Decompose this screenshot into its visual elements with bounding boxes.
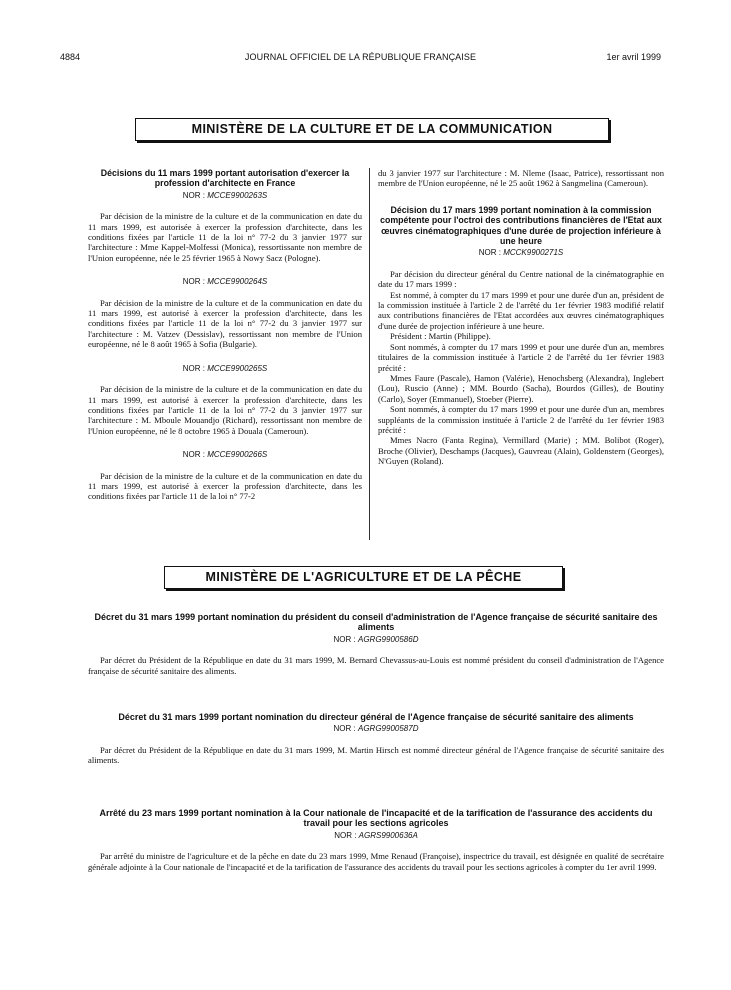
right-column (378, 168, 664, 467)
continuation-paragraph: du 3 janvier 1977 sur l'architecture : M. Nleme (Isaac, Patrice), ressortissant non membre de l'Union européenne, né le 25 août 1962 à Sangmelina (Cameroun). (378, 168, 664, 189)
decree-item (88, 612, 664, 676)
members-list: Mmes Faure (Pascale), Hamon (Valérie), Henochsberg (Alexandra), Inglebert (Lou), Ruscio (Anne) ; MM. Bourdo (Sacha), Bourdos (Gilles), de Boutiny (Carlo), Soyer (Emmanuel), Stoeber (Pierre). (378, 372, 664, 404)
nor-reference: NOR : MCCE9900264S (182, 277, 268, 287)
nor-reference: NOR : AGRG9900586D (333, 634, 419, 644)
nor-reference: NOR : MCCE9900265S (182, 363, 268, 373)
decree-paragraph: Par décret du Président de la République en date du 31 mars 1999, M. Bernard Chevassus-au-Louis est nommé président du conseil d'administration de l'Agence française de sécurité sanitaire des aliments. (88, 655, 664, 676)
section-title-agriculture: MINISTÈRE DE L'AGRICULTURE ET DE LA PÊCHE (164, 566, 563, 589)
nor-reference: NOR : AGRS9900636A (334, 830, 418, 840)
decision-paragraph: Par décision de la ministre de la culture et de la communication en date du 11 mars 1999, est autorisé à exercer la profession d'architecte, dans les conditions fixées par l'article 11 de la loi n° 77-2 (88, 470, 362, 502)
decree-heading: Décret du 31 mars 1999 portant nomination du directeur général de l'Agence française de sécurité sanitaire des aliments (118, 712, 634, 722)
decree-heading: Arrêté du 23 mars 1999 portant nomination à la Cour nationale de l'incapacité et de la tarification de l'assurance des accidents du travail pour les sections agricoles (99, 808, 653, 829)
issue-date: 1er avril 1999 (606, 52, 661, 62)
members-list: Mmes Nacro (Fanta Regina), Vermillard (Marie) ; MM. Bolibot (Roger), Broche (Olivier), Deschamps (Jacques), Gauvreau (Alain), Goldenstern (Georges), N'Guyen (Roland). (378, 435, 664, 467)
decree-paragraph: Par arrêté du ministre de l'agriculture et de la pêche en date du 23 mars 1999, Mme Renaud (Françoise), inspectrice du travail, est désignée en qualité de secrétaire générale adjointe à la Cour nationale de l'incapacité et de la tarification de l'assurance des accidents du travail pour les sections agricoles à compter du 1er avril 1999. (88, 851, 664, 872)
decision-paragraph: Par décision de la ministre de la culture et de la communication en date du 11 mars 1999, est autorisé à exercer la profession d'architecte, dans les conditions fixées par l'article 11 de la loi n° 77-2 du 3 janvier 1977 sur l'architecture : M. Vatzev (Dessislav), ressortissant non membre de l'Union européenne, né le 8 août 1965 à Sofia (Bulgarie). (88, 297, 362, 350)
column-divider (369, 168, 370, 540)
decision-paragraph: Sont nommés, à compter du 17 mars 1999 et pour une durée d'un an, membres suppléants de la commission instituée à l'article 2 de l'arrêté du 1er février 1983 précité : (378, 404, 664, 435)
decision-paragraph: Sont nommés, à compter du 17 mars 1999 et pour une durée d'un an, membres titulaires de la commission instituée à l'article 2 de l'arrêté du 1er février 1983 précité : (378, 341, 664, 373)
nor-reference: NOR : MCCK9900271S (478, 248, 564, 258)
decision-paragraph: Par décision de la ministre de la culture et de la communication en date du 11 mars 1999, est autorisé à exercer la profession d'architecte, dans les conditions fixées par l'article 11 de la loi n° 77-2 du 3 janvier 1977 sur l'architecture : M. Mboule Mouandjo (Richard), ressortissant non membre de l'Union européenne, né le 8 octobre 1965 à Douala (Cameroun). (88, 384, 362, 436)
decree-paragraph: Par décret du Président de la République en date du 31 mars 1999, M. Martin Hirsch est nommé directeur général de l'Agence française de sécurité sanitaire des aliments. (88, 744, 664, 766)
nor-reference: NOR : MCCE9900266S (182, 450, 268, 460)
decree-item (88, 712, 664, 766)
president-line: Président : Martin (Philippe). (390, 331, 491, 342)
nor-reference: NOR : AGRG9900587D (333, 724, 419, 734)
decision-heading-commission: Décision du 17 mars 1999 portant nomination à la commission compétente pour l'octroi des contributions financières de l'Etat aux œuvres cinématographiques d'une durée de projection inférieure à une heure (380, 204, 662, 247)
nor-reference: NOR : MCCE9900263S (182, 190, 268, 200)
left-column (88, 168, 362, 502)
decision-paragraph: Par décision de la ministre de la culture et de la communication en date du 11 mars 1999, est autorisée à exercer la profession d'architecte, dans les conditions fixées par l'article 11 de la loi n° 77-2 du 3 janvier 1977 sur l'architecture : Mme Kappel-Molfessi (Monica), ressortissante non membre de l'Union européenne, née le 25 février 1965 à Nowy Sacz (Pologne). (88, 211, 362, 263)
decision-paragraph: Est nommé, à compter du 17 mars 1999 et pour une durée d'un an, président de la commission instituée à l'article 2 de l'arrêté du 1er février 1983 modifié relatif aux contributions financières de l'Etat accordées aux œuvres cinématographiques d'une durée de projection inférieure à une heure. (378, 289, 664, 331)
decree-item (88, 808, 664, 872)
page-header (60, 52, 661, 64)
journal-title: JOURNAL OFFICIEL DE LA RÉPUBLIQUE FRANÇAISE (244, 52, 477, 62)
page-number: 4884 (60, 52, 81, 62)
section-title-culture: MINISTÈRE DE LA CULTURE ET DE LA COMMUNICATION (135, 118, 609, 141)
decree-heading: Décret du 31 mars 1999 portant nomination du président du conseil d'administration de l'Agence française de sécurité sanitaire des aliments (94, 612, 658, 633)
decision-paragraph: Par décision du directeur général du Centre national de la cinématographie en date du 17 mars 1999 : (378, 268, 664, 290)
decision-heading-architecte: Décisions du 11 mars 1999 portant autorisation d'exercer la profession d'architecte en France (100, 168, 350, 189)
